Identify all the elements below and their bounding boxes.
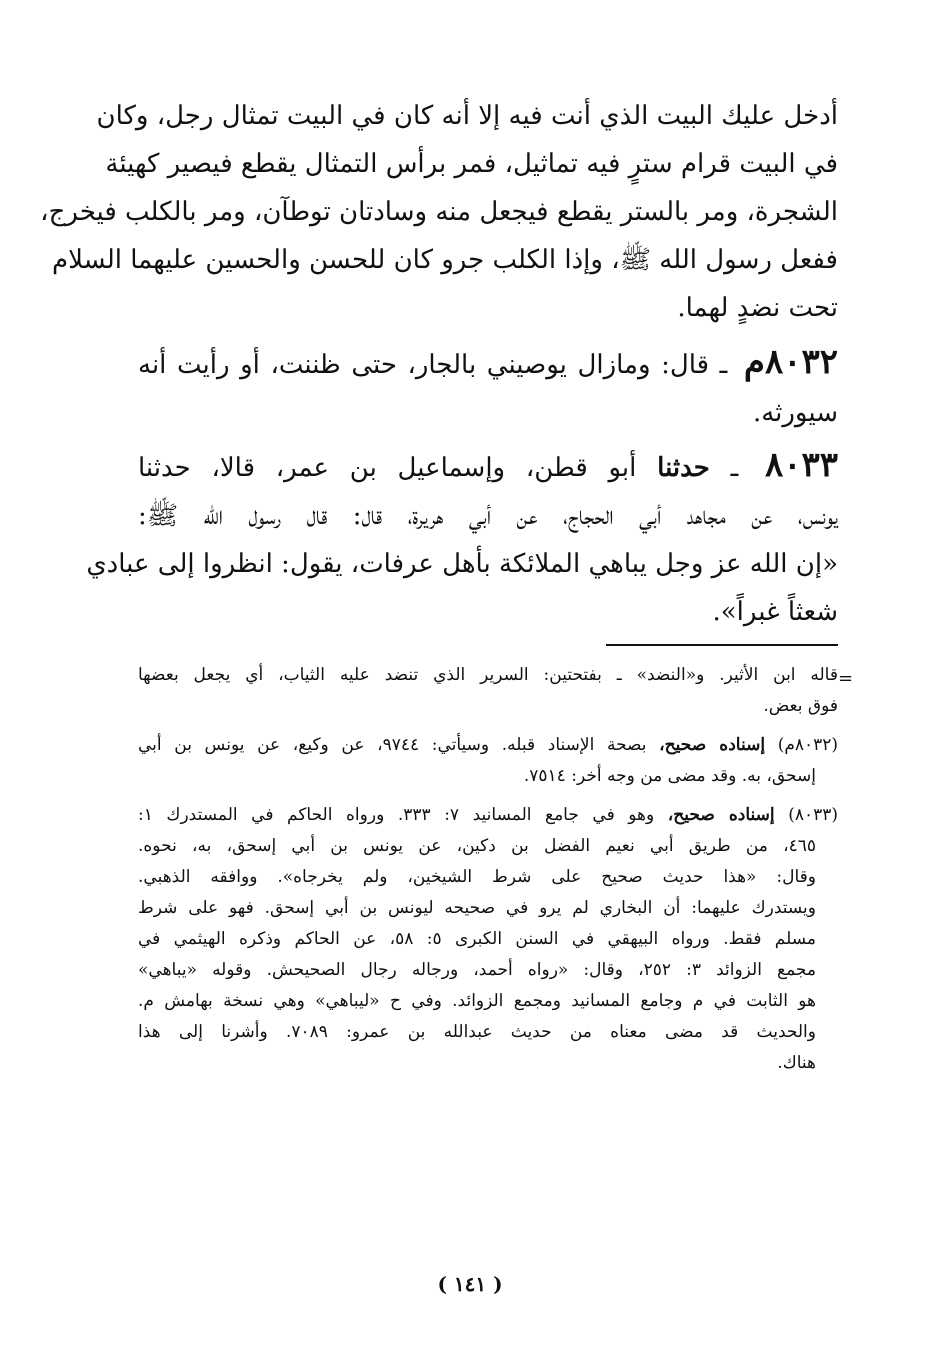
footnote-ref: (٨٠٣٢م) — [777, 735, 839, 755]
main-line: «إن الله عز وجل يباهي الملائكة بأهل عرفات، يقول: انظروا إلى عبادي — [86, 549, 838, 579]
footnote-line: قاله ابن الأثير. و«النضد» ـ بفتحتين: السرير الذي تنضد عليه الثياب، أي يجعل بعضها — [138, 665, 838, 685]
footnote-line: ٤٦٥، من طريق أبي نعيم الفضل بن دكين، عن يونس بن أبي إسحق، به، نحوه. — [138, 836, 816, 856]
continuation-mark: = — [838, 668, 854, 689]
footnote-line: مجمع الزوائد ٣: ٢٥٢، وقال: «رواه أحمد، ورجاله رجال الصحيحش. وقوله «يباهي» — [138, 960, 816, 980]
main-line: الشجرة، ومر بالستر يقطع فيجعل منه وسادتان توطآن، ومر بالكلب فيخرج، — [40, 197, 838, 227]
footnotes — [138, 660, 838, 1079]
main-line: شعثاً غبراً». — [712, 597, 838, 627]
main-text — [40, 92, 839, 636]
footnote-line: وقال: «هذا حديث صحيح على شرط الشيخين، ولم يخرجاه». ووافقه الذهبي. — [138, 867, 816, 887]
footnote-line: ويستدرك عليهما: أن البخاري لم يرو في صحيحه ليونس بن أبي إسحق. فهو على شرط — [138, 898, 816, 918]
main-line: أدخل عليك البيت الذي أنت فيه إلا أنه كان في البيت تمثال رجل، وكان — [96, 101, 838, 131]
hadith-text: أبو قطن، وإسماعيل بن عمر، قالا، حدثنا — [138, 453, 637, 483]
footnote-8033-first-line — [138, 800, 838, 831]
main-line: يونس، عن مجاهد أبي الحجاج، عن أبي هريرة، قال: قال رسول الله ﷺ: — [138, 501, 838, 531]
hadith-dash: ـ — [730, 453, 739, 483]
footnote-line: والحديث قد مضى معناه من حديث عبدالله بن عمرو: ٧٠٨٩. وأشرنا إلى هذا — [138, 1022, 816, 1042]
hadith-8032-first-line — [138, 338, 838, 389]
hadith-8033-first-line — [138, 441, 838, 492]
footnote-line: هو الثابت في م وجامع المسانيد ومجمع الزوائد. وفي ح «ليباهي» وهي نسخة بهامش م. — [138, 991, 816, 1011]
main-line: في البيت قرام سترٍ فيه تماثيل، فمر برأس التمثال يقطع فيصير كهيئة — [105, 149, 838, 179]
footnote-8032-first-line — [138, 730, 838, 761]
main-line: سيورثه. — [752, 398, 838, 428]
main-line: ففعل رسول الله ﷺ، وإذا الكلب جرو كان للحسن والحسين عليهما السلام — [52, 245, 838, 275]
footnote-line: إسحق، به. وقد مضى من وجه أخر: ٧٥١٤. — [523, 766, 816, 786]
hadith-number: ٨٠٣٢م — [743, 342, 838, 382]
hadith-text: ـ قال: ومازال يوصيني بالجار، حتى ظننت، أو رأيت أنه — [138, 350, 728, 380]
footnote-line: مسلم فقط. ورواه البيهقي في السنن الكبرى ٥: ٥٨، عن الحاكم وذكره الهيثمي في — [138, 929, 816, 949]
footnote-grade: إسناده صحيح، — [659, 735, 766, 755]
footnote-line: هناك. — [777, 1053, 816, 1073]
footnote-grade: إسناده صحيح، — [667, 805, 775, 825]
footnote-ref: (٨٠٣٣) — [788, 805, 838, 825]
haddathana-word: حدثنا — [657, 453, 710, 483]
main-line: تحت نضدٍ لهما. — [677, 293, 838, 323]
hadith-number: ٨٠٣٣ — [764, 445, 839, 485]
footnote-text: بصحة الإسناد قبله. وسيأتي: ٩٧٤٤، عن وكيع، عن يونس بن أبي — [138, 735, 647, 755]
footnote-line: فوق بعض. — [763, 696, 838, 716]
page-number: ( ١٤١ ) — [437, 1272, 503, 1296]
footnote-text: وهو في جامع المسانيد ٧: ٣٣٣. ورواه الحاكم في المستدرك ١: — [138, 805, 655, 825]
footnote-divider — [606, 644, 838, 646]
